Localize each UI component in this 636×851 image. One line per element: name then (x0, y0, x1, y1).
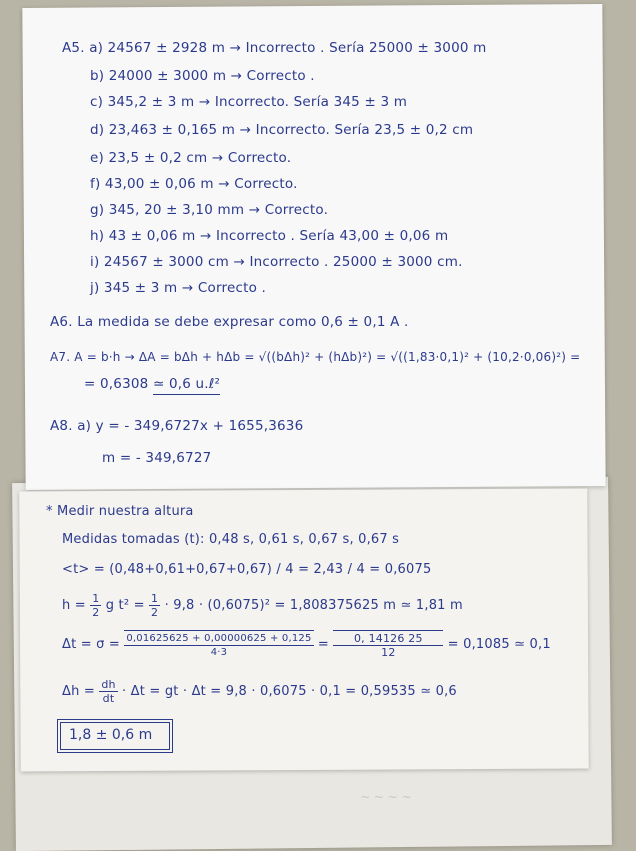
a6-statement: A6. La medida se debe expresar como 0,6 ± 0,1 A . (50, 314, 409, 330)
final-result: 1,8 ± 0,6 m (69, 727, 153, 743)
altura-sigma (62, 630, 551, 659)
dt-fraction-1 (124, 630, 313, 659)
a7-formula: A7. A = b·h → ΔA = bΔh + hΔb = √((bΔh)² + (hΔb)²) = √((1,83·0,1)² + (10,2·0,06)²) = (50, 350, 581, 364)
dt-fraction-1-den: 4·3 (210, 647, 228, 658)
dt-equals: = (317, 637, 329, 652)
h-fraction-2-num: 1 (151, 592, 159, 605)
dh-fraction-num: dh (101, 678, 116, 691)
altura-dh (62, 678, 457, 705)
h-mid: g t² = (105, 598, 145, 613)
a7-result-rounded: ≃ 0,6 u.ℓ² (153, 376, 220, 395)
a5-item-j: j) 345 ± 3 m → Correcto . (90, 280, 267, 296)
ghost-text: ~ ~ ~ ~ (360, 790, 412, 804)
a5-item-a: A5. a) 24567 ± 2928 m → Incorrecto . Sería 25000 ± 3000 m (62, 40, 487, 56)
h-right: · 9,8 · (0,6075)² = 1,808375625 m ≃ 1,81 m (164, 598, 463, 613)
altura-heading: * Medir nuestra altura (46, 504, 194, 519)
dh-label: Δh = (62, 684, 95, 699)
a5-item-h: h) 43 ± 0,06 m → Incorrecto . Sería 43,00 ± 0,06 m (90, 228, 449, 244)
h-fraction-2 (149, 592, 160, 619)
altura-measurements: Medidas tomadas (t): 0,48 s, 0,61 s, 0,67 s, 0,67 s (62, 532, 400, 547)
h-fraction-1-den: 2 (92, 606, 100, 619)
h-fraction-1-num: 1 (92, 592, 100, 605)
dt-fraction-2-num: 0, 14126 25 (333, 632, 443, 646)
altura-height (62, 592, 463, 619)
a5-item-f: f) 43,00 ± 0,06 m → Correcto. (90, 176, 298, 192)
a5-item-c: c) 345,2 ± 3 m → Incorrecto. Sería 345 ± 3 m (90, 94, 408, 110)
dt-fraction-2-den: 12 (381, 646, 396, 659)
dh-fraction-den: dt (102, 692, 115, 705)
dh-right: · Δt = gt · Δt = 9,8 · 0,6075 · 0,1 = 0,59535 ≃ 0,6 (122, 684, 457, 699)
a5-item-g: g) 345, 20 ± 3,10 mm → Correcto. (90, 202, 329, 218)
h-fraction-1 (90, 592, 101, 619)
dt-label: Δt = σ = (62, 637, 121, 652)
dt-right: = 0,1085 ≃ 0,1 (447, 637, 551, 652)
final-result-box (60, 722, 170, 750)
dh-fraction (99, 678, 117, 705)
h-label: h = (62, 598, 86, 613)
dt-fraction-2 (333, 630, 443, 659)
dt-fraction-1-num: 0,01625625 + 0,00000625 + 0,125 (126, 633, 312, 644)
a5-item-i: i) 24567 ± 3000 cm → Incorrecto . 25000 ± 3000 cm. (90, 254, 463, 270)
a5-item-b: b) 24000 ± 3000 m → Correcto . (90, 68, 315, 84)
a7-result-value: = 0,6308 (84, 376, 153, 392)
a8-slope: m = - 349,6727 (102, 450, 212, 466)
h-fraction-2-den: 2 (151, 606, 159, 619)
a5-item-e: e) 23,5 ± 0,2 cm → Correcto. (90, 150, 292, 166)
altura-mean: <t> = (0,48+0,61+0,67+0,67) / 4 = 2,43 / 4 = 0,6075 (62, 562, 432, 577)
a8-regression: A8. a) y = - 349,6727x + 1655,3636 (50, 418, 304, 434)
a7-result (84, 376, 220, 392)
a5-item-d: d) 23,463 ± 0,165 m → Incorrecto. Sería 23,5 ± 0,2 cm (90, 122, 474, 138)
